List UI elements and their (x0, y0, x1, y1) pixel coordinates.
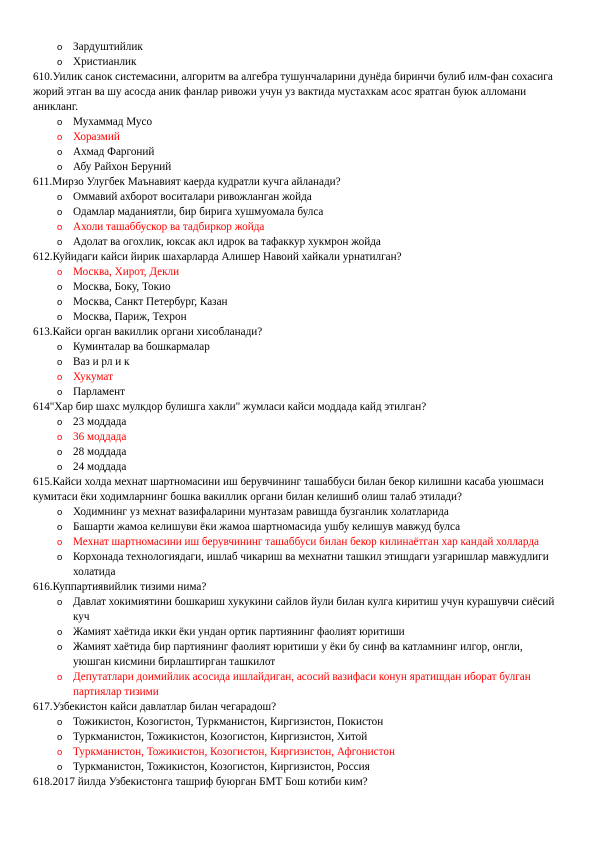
quiz-content (33, 40, 561, 790)
question-text: 610.Уилик санок системасини, алгоритм ва алгебра тушунчаларини дунёда биринчи булиб илм-фан сохасига жорий этган ва шу асосда аник фанлар ривожи учун уз вактида мустахкам асос яратган буюк алломани аникланг. (33, 71, 553, 113)
answer-option-text: 28 моддада (73, 446, 127, 458)
bullet-icon: o (57, 432, 63, 443)
answer-option (33, 715, 561, 730)
answer-option-correct (33, 430, 561, 445)
answer-option-text: Ахмад Фаргоний (73, 146, 155, 158)
bullet-icon: o (57, 357, 63, 368)
answer-option (33, 340, 561, 355)
bullet-icon: o (57, 267, 63, 278)
answer-option-text: Туркманистон, Тожикистон, Козогистон, Киргизистон, Афгонистон (73, 746, 395, 758)
answer-option-text: Парламент (73, 386, 125, 398)
bullet-icon: o (57, 627, 63, 638)
answer-option-text: Мухаммад Мусо (73, 116, 153, 128)
answer-option (33, 55, 561, 70)
answer-option (33, 460, 561, 475)
answer-option (33, 205, 561, 220)
answer-option-text: Башарти жамоа келишуви ёки жамоа шартномасида ушбу келишув мавжуд булса (73, 521, 461, 533)
answer-option (33, 235, 561, 250)
answer-option (33, 40, 561, 55)
answer-option (33, 595, 561, 625)
answer-option (33, 625, 561, 640)
question-text: 613.Кайси орган вакиллик органи хисобланади? (33, 326, 263, 338)
answer-option-text: 23 моддада (73, 416, 127, 428)
answer-option-text: Одамлар маданиятли, бир бирига хушмуомала булса (73, 206, 324, 218)
bullet-icon: o (57, 57, 63, 68)
answer-option-text: Куминталар ва бошкармалар (73, 341, 210, 353)
bullet-icon: o (57, 717, 63, 728)
bullet-icon: o (57, 387, 63, 398)
bullet-icon: o (57, 192, 63, 203)
question-text: 615.Кайси холда мехнат шартномасини иш берувчининг ташаббуси билан бекор килишни касаба уюшмаси кумитаси ёки ходимларнинг бошка вакиллик органи билан келишиб олиш талаб этилади? (33, 476, 544, 503)
bullet-icon: o (57, 117, 63, 128)
bullet-icon: o (57, 537, 63, 548)
answer-option (33, 310, 561, 325)
answer-option (33, 355, 561, 370)
bullet-icon: o (57, 762, 63, 773)
answer-option-text: Тожикистон, Козогистон, Туркманистон, Киргизистон, Покистон (73, 716, 384, 728)
answer-option-correct (33, 130, 561, 145)
answer-option (33, 145, 561, 160)
answer-option-text: Москва, Париж, Техрон (73, 311, 187, 323)
answer-option (33, 445, 561, 460)
bullet-icon: o (57, 372, 63, 383)
answer-option (33, 550, 561, 580)
bullet-icon: o (57, 417, 63, 428)
bullet-icon: o (57, 552, 63, 563)
answer-option-text: 36 моддада (73, 431, 127, 443)
answer-option-text: Мехнат шартномасини иш берувчининг ташаббуси билан бекор килинаётган хар кандай холларда (73, 536, 539, 548)
bullet-icon: o (57, 237, 63, 248)
answer-option-text: Ходимнинг уз мехнат вазифаларини мунтазам равишда бузганлик холатларида (73, 506, 449, 518)
answer-option-correct (33, 220, 561, 235)
answer-option-text: Давлат хокимиятини бошкариш хукукини сайлов йули билан кулга киритиш учун курашувчи сиёсий куч (73, 596, 555, 623)
bullet-icon: o (57, 207, 63, 218)
answer-option-text: 24 моддада (73, 461, 127, 473)
question-text: 616.Куппартиявийлик тизими нима? (33, 581, 207, 593)
answer-option-text: Депутатлари доимийлик асосида ишлайдиган, асосий вазифаси конун яратишдан иборат булган партиялар тизими (73, 671, 531, 698)
answer-option-text: Туркманистон, Тожикистон, Козогистон, Киргизистон, Россия (73, 761, 370, 773)
answer-option-text: Абу Райхон Беруний (73, 161, 172, 173)
answer-option-text: Москва, Хирот, Декли (73, 266, 180, 278)
answer-option-text: Жамият хаётида икки ёки ундан ортик партиянинг фаолият юритиши (73, 626, 405, 638)
question-text: 617.Узбекистон кайси давлатлар билан чегарадош? (33, 701, 277, 713)
question-text: 612.Куйидаги кайси йирик шахарларда Алишер Навоий хайкали урнатилган? (33, 251, 402, 263)
answer-option (33, 760, 561, 775)
answer-option (33, 730, 561, 745)
answer-option-text: Хукумат (73, 371, 113, 383)
answer-option (33, 415, 561, 430)
bullet-icon: o (57, 147, 63, 158)
answer-option-text: Туркманистон, Тожикистон, Козогистон, Киргизистон, Хитой (73, 731, 368, 743)
answer-option (33, 115, 561, 130)
answer-option-text: Москва, Санкт Петербург, Казан (73, 296, 228, 308)
answer-option-text: Москва, Боку, Токио (73, 281, 171, 293)
bullet-icon: o (57, 522, 63, 533)
bullet-icon: o (57, 42, 63, 53)
bullet-icon: o (57, 222, 63, 233)
answer-option (33, 505, 561, 520)
answer-option-text: Адолат ва огохлик, юксак акл идрок ва тафаккур хукмрон жойда (73, 236, 381, 248)
answer-option (33, 190, 561, 205)
question-text: 611.Мирзо Улугбек Маънавият каерда кудратли кучга айланади? (33, 176, 341, 188)
answer-option (33, 160, 561, 175)
answer-option (33, 295, 561, 310)
answer-option (33, 640, 561, 670)
question-text: 614"Хар бир шахс мулкдор булишга хакли" жумласи кайси моддада кайд этилган? (33, 401, 427, 413)
question-text: 618.2017 йилда Узбекистонга ташриф буюрган БМТ Бош котиби ким? (33, 776, 368, 788)
bullet-icon: o (57, 447, 63, 458)
bullet-icon: o (57, 732, 63, 743)
answer-option-text: Ваз и рл и к (73, 356, 130, 368)
bullet-icon: o (57, 462, 63, 473)
bullet-icon: o (57, 282, 63, 293)
bullet-icon: o (57, 342, 63, 353)
bullet-icon: o (57, 747, 63, 758)
answer-option-correct (33, 370, 561, 385)
answer-option-correct (33, 670, 561, 700)
answer-option-text: Зардуштийлик (73, 41, 143, 53)
answer-option-correct (33, 535, 561, 550)
bullet-icon: o (57, 672, 63, 683)
bullet-icon: o (57, 297, 63, 308)
answer-option-text: Христианлик (73, 56, 137, 68)
bullet-icon: o (57, 642, 63, 653)
answer-option-correct (33, 745, 561, 760)
answer-option (33, 385, 561, 400)
bullet-icon: o (57, 597, 63, 608)
bullet-icon: o (57, 312, 63, 323)
answer-option (33, 280, 561, 295)
bullet-icon: o (57, 507, 63, 518)
bullet-icon: o (57, 162, 63, 173)
answer-option (33, 520, 561, 535)
answer-option-text: Жамият хаётида бир партиянинг фаолият юритиши у ёки бу синф ва катламнинг илгор, онгли, уюшган кисмини бирлаштирган ташкилот (73, 641, 523, 668)
answer-option-text: Хоразмий (73, 131, 120, 143)
answer-option-text: Ахоли ташаббускор ва тадбиркор жойда (73, 221, 265, 233)
answer-option-text: Оммавий ахборот воситалари ривожланган жойда (73, 191, 312, 203)
answer-option-correct (33, 265, 561, 280)
bullet-icon: o (57, 132, 63, 143)
answer-option-text: Корхонада технологиядаги, ишлаб чикариш ва мехнатни ташкил этишдаги узгаришлар мавжудлиги холатида (73, 551, 549, 578)
